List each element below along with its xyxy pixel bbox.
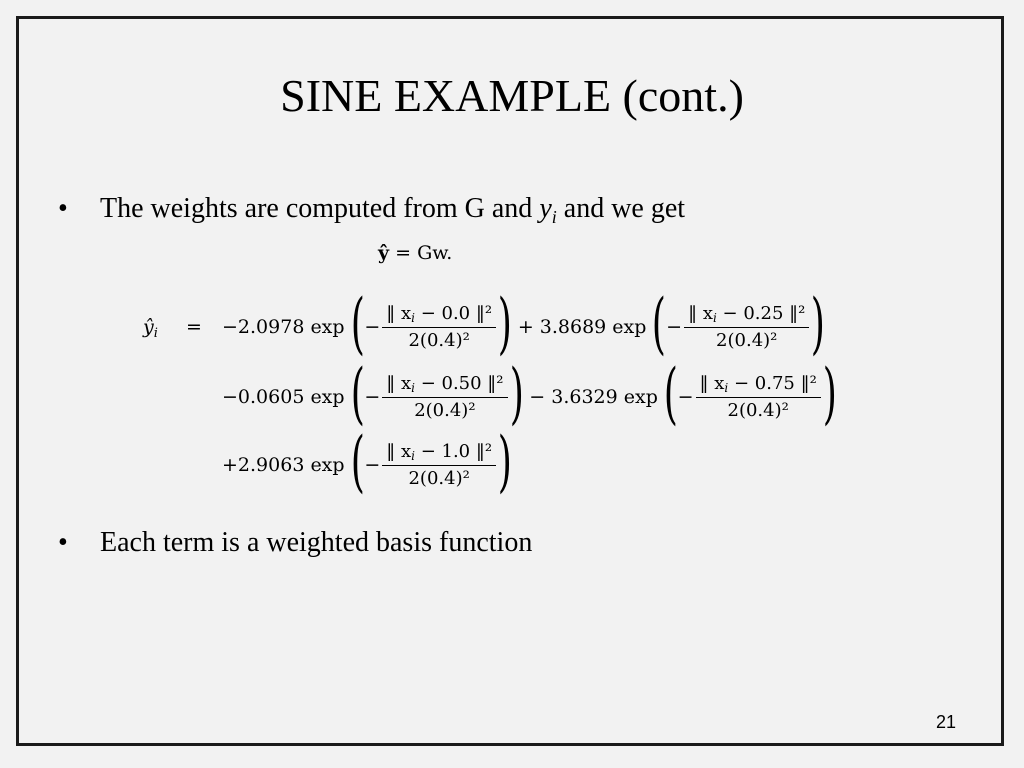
bullet-variable: y: [539, 193, 552, 224]
term-1-fraction: $\frac{‖ x_i - 0.0 ‖^2}{\text{2(0.4)²}}$: [382, 303, 496, 351]
term-3-fraction: $\frac{‖ x_i - 0.50 ‖^2}{\text{2(0.4)²}}$: [382, 373, 507, 421]
equation-equals: =: [186, 316, 202, 338]
matrix-eq-rhs: Gw.: [417, 242, 453, 264]
bullet-text: Each term is a weighted basis function: [100, 527, 533, 558]
term-4-coef: − 3.6329 exp: [529, 386, 658, 408]
term-5-fraction: $\frac{‖ x_i - 1.0 ‖^2}{\text{2(0.4)²}}$: [382, 441, 496, 489]
bullet-variable-subscript: i: [551, 207, 557, 227]
equation-lhs: $ŷ_i$: [143, 316, 158, 341]
bullet-item-weights: [58, 192, 685, 234]
term-5-coef: +2.9063 exp: [222, 454, 345, 476]
bullet-dot: •: [58, 527, 68, 558]
page-number: 21: [935, 712, 956, 732]
matrix-eq-lhs: ŷ: [378, 242, 390, 264]
bullet-text-after: and we get: [556, 193, 686, 224]
slide-title: SINE EXAMPLE (cont.): [280, 70, 744, 121]
term-2-coef: + 3.8689 exp: [517, 316, 647, 338]
term-3-coef: −0.0605 exp: [222, 386, 345, 408]
equation-line-2: −0.0605 exp ( − $\frac{‖ x_i - 0.50 ‖^2}{\text{2(0.4)²}}$ ) − 3.6329 exp ( − $\frac{‖ x_i - 0.75 ‖^2}{\text{2(0.4)²}}$ ): [222, 355, 837, 432]
bullet-dot: •: [58, 193, 68, 224]
equation-line-3: +2.9063 exp ( − $\frac{‖ x_i - 1.0 ‖^2}{\text{2(0.4)²}}$ ): [222, 423, 513, 500]
equation-line-1: −2.0978 exp ( − $\frac{‖ x_i - 0.0 ‖^2}{\text{2(0.4)²}}$ ) + 3.8689 exp ( − $\frac{‖ x_i - 0.25 ‖^2}{\text{2(0.4)²}}$ ): [222, 285, 826, 362]
bullet-text-before: The weights are computed from G and: [100, 193, 540, 224]
matrix-eq-equals: =: [395, 242, 412, 264]
term-1-coef: −2.0978 exp: [222, 316, 345, 338]
term-4-fraction: $\frac{‖ x_i - 0.75 ‖^2}{\text{2(0.4)²}}$: [696, 373, 821, 421]
term-2-fraction: $\frac{‖ x_i - 0.25 ‖^2}{\text{2(0.4)²}}$: [684, 303, 809, 351]
bullet-item-basis: [58, 526, 532, 560]
matrix-equation: [378, 242, 452, 264]
